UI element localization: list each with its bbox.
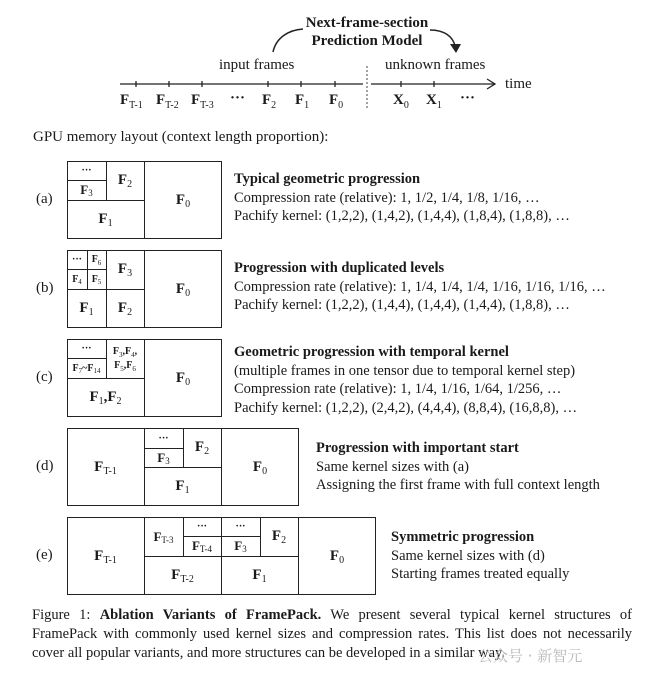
caption-prefix: Figure 1: [32, 607, 100, 623]
cell-ft1: F T-1 [94, 458, 117, 477]
cell-f3: F 3 [80, 182, 93, 198]
tick-ft1: $F_{T-1}$ [120, 92, 143, 111]
variant-e-title: Symmetric progression [391, 529, 535, 545]
cell-f2: F 2 [194, 439, 210, 457]
tick-ellipsis-unknown: ··· [460, 90, 476, 106]
variant-e-line2: Starting frames treated equally [391, 566, 570, 582]
variant-d-id: (d) [36, 458, 54, 474]
tick-ellipsis: ··· [230, 90, 246, 106]
cell-f1: F 1 [79, 300, 94, 318]
tick-f2: $F_2$ [262, 92, 277, 111]
cell-f5: F 5 [91, 273, 102, 286]
variant-a-id: (a) [36, 191, 53, 207]
tick-ft3: $F_{T-3}$ [191, 92, 214, 111]
variant-b-line2: Pachify kernel: (1,2,2), (1,4,4), (1,4,4), (1,4,4), (1,8,8), … [234, 297, 570, 313]
caption-bold: Ablation Variants of FramePack. [99, 607, 322, 623]
variant-e-line1: Same kernel sizes with (d) [391, 547, 545, 564]
variant-b-id: (b) [36, 280, 54, 296]
tick-f0: $F_0$ [329, 92, 344, 111]
cell-ft4: F T-4 [191, 538, 213, 554]
variant-b-line1: Compression rate (relative): 1, 1/4, 1/4, 1/4, 1/16, 1/16, 1/16, … [234, 278, 606, 295]
variant-d-line2: Assigning the first frame with full context length [316, 477, 600, 493]
cell-f2: F 2 [271, 528, 287, 546]
cell-dots: ··· [71, 254, 82, 265]
model-title-line2: Prediction Model [311, 33, 423, 49]
cell-f6: F 6 [91, 254, 102, 267]
cell-f7-f14: F 7 ~F 14 [72, 362, 101, 375]
variant-c-text [234, 343, 577, 417]
variant-d-title: Progression with important start [316, 440, 519, 456]
cell-f3: F 3 [157, 449, 170, 466]
tick-x1: $X_1$ [426, 92, 442, 111]
cell-f2: F 2 [117, 300, 133, 318]
variant-c-line3: Pachify kernel: (1,2,2), (2,4,2), (4,4,4), (8,8,4), (16,8,8), … [234, 399, 578, 416]
model-title-line1: Next-frame-section [305, 15, 429, 31]
time-label: time [505, 76, 532, 92]
input-frames-label: input frames [219, 57, 295, 73]
variant-a-text [234, 170, 570, 226]
variant-c-title: Geometric progression with temporal kernel [234, 344, 509, 360]
tick-x0: $X_0$ [393, 92, 409, 111]
curve-arrow-left [273, 29, 303, 52]
curve-arrow-right [430, 30, 455, 46]
tick-ft2: $F_{T-2}$ [156, 92, 179, 111]
variant-c-id: (c) [36, 369, 53, 385]
variant-d-text [316, 439, 600, 495]
watermark: 公众号 · 新智元 [478, 647, 583, 665]
cell-dots-2: ··· [235, 521, 246, 532]
caption-body: We present several typical kernel structures of FramePack with commonly used kernel sizes and compression rates. This list does not necessarily cover all popular variants, and more structures can be developed in a similar way. [32, 607, 633, 661]
cell-f3: F 3 [234, 538, 247, 554]
cell-f0: F 0 [252, 458, 268, 477]
cell-f1: F 1 [175, 478, 190, 496]
cell-f3-f6: $F_3,F_4$, $F_5,F_6$ [112, 345, 138, 373]
cell-f0: F 0 [329, 547, 345, 566]
cell-ft2: F T-2 [171, 567, 194, 585]
cell-f4: F 4 [72, 273, 82, 286]
tick-f1: $F_1$ [295, 92, 310, 111]
variant-e-text [391, 528, 569, 584]
section-title: GPU memory layout (context length proportion): [33, 129, 329, 145]
cell-f2: F 2 [117, 172, 133, 190]
cell-f3: F 3 [117, 261, 133, 279]
model-title [305, 14, 429, 50]
cell-dots-1: ··· [196, 521, 207, 532]
variant-a-title: Typical geometric progression [234, 171, 421, 187]
variant-a-line2: Pachify kernel: (1,2,2), (1,4,2), (1,4,4), (1,8,4), (1,8,8), … [234, 208, 570, 224]
variant-c-line1: (multiple frames in one tensor due to temporal kernel step) [234, 362, 576, 379]
cell-ft3: F T-3 [153, 528, 174, 545]
variant-a-line1: Compression rate (relative): 1, 1/2, 1/4, 1/8, 1/16, … [234, 189, 540, 206]
cell-f1: F 1 [252, 567, 267, 585]
variant-c-line2: Compression rate (relative): 1, 1/4, 1/16, 1/64, 1/256, … [234, 381, 562, 397]
variant-b-text [234, 259, 606, 315]
cell-dots: ··· [81, 165, 92, 176]
cell-dots: ··· [81, 343, 92, 354]
arrowhead-icon [450, 44, 461, 53]
cell-f1: F 1 [98, 211, 113, 229]
cell-dots: ··· [158, 432, 169, 444]
cell-f1-f2: F 1 ,F 2 [89, 389, 122, 407]
variant-d-line1: Same kernel sizes with (a) [316, 458, 470, 475]
cell-f0: F 0 [175, 280, 191, 299]
cell-f0: F 0 [175, 191, 191, 210]
unknown-frames-label: unknown frames [385, 57, 486, 73]
cell-ft1: F T-1 [94, 547, 117, 566]
variant-e-id: (e) [36, 547, 53, 563]
cell-f0: F 0 [175, 369, 191, 388]
variant-b-title: Progression with duplicated levels [234, 260, 445, 276]
